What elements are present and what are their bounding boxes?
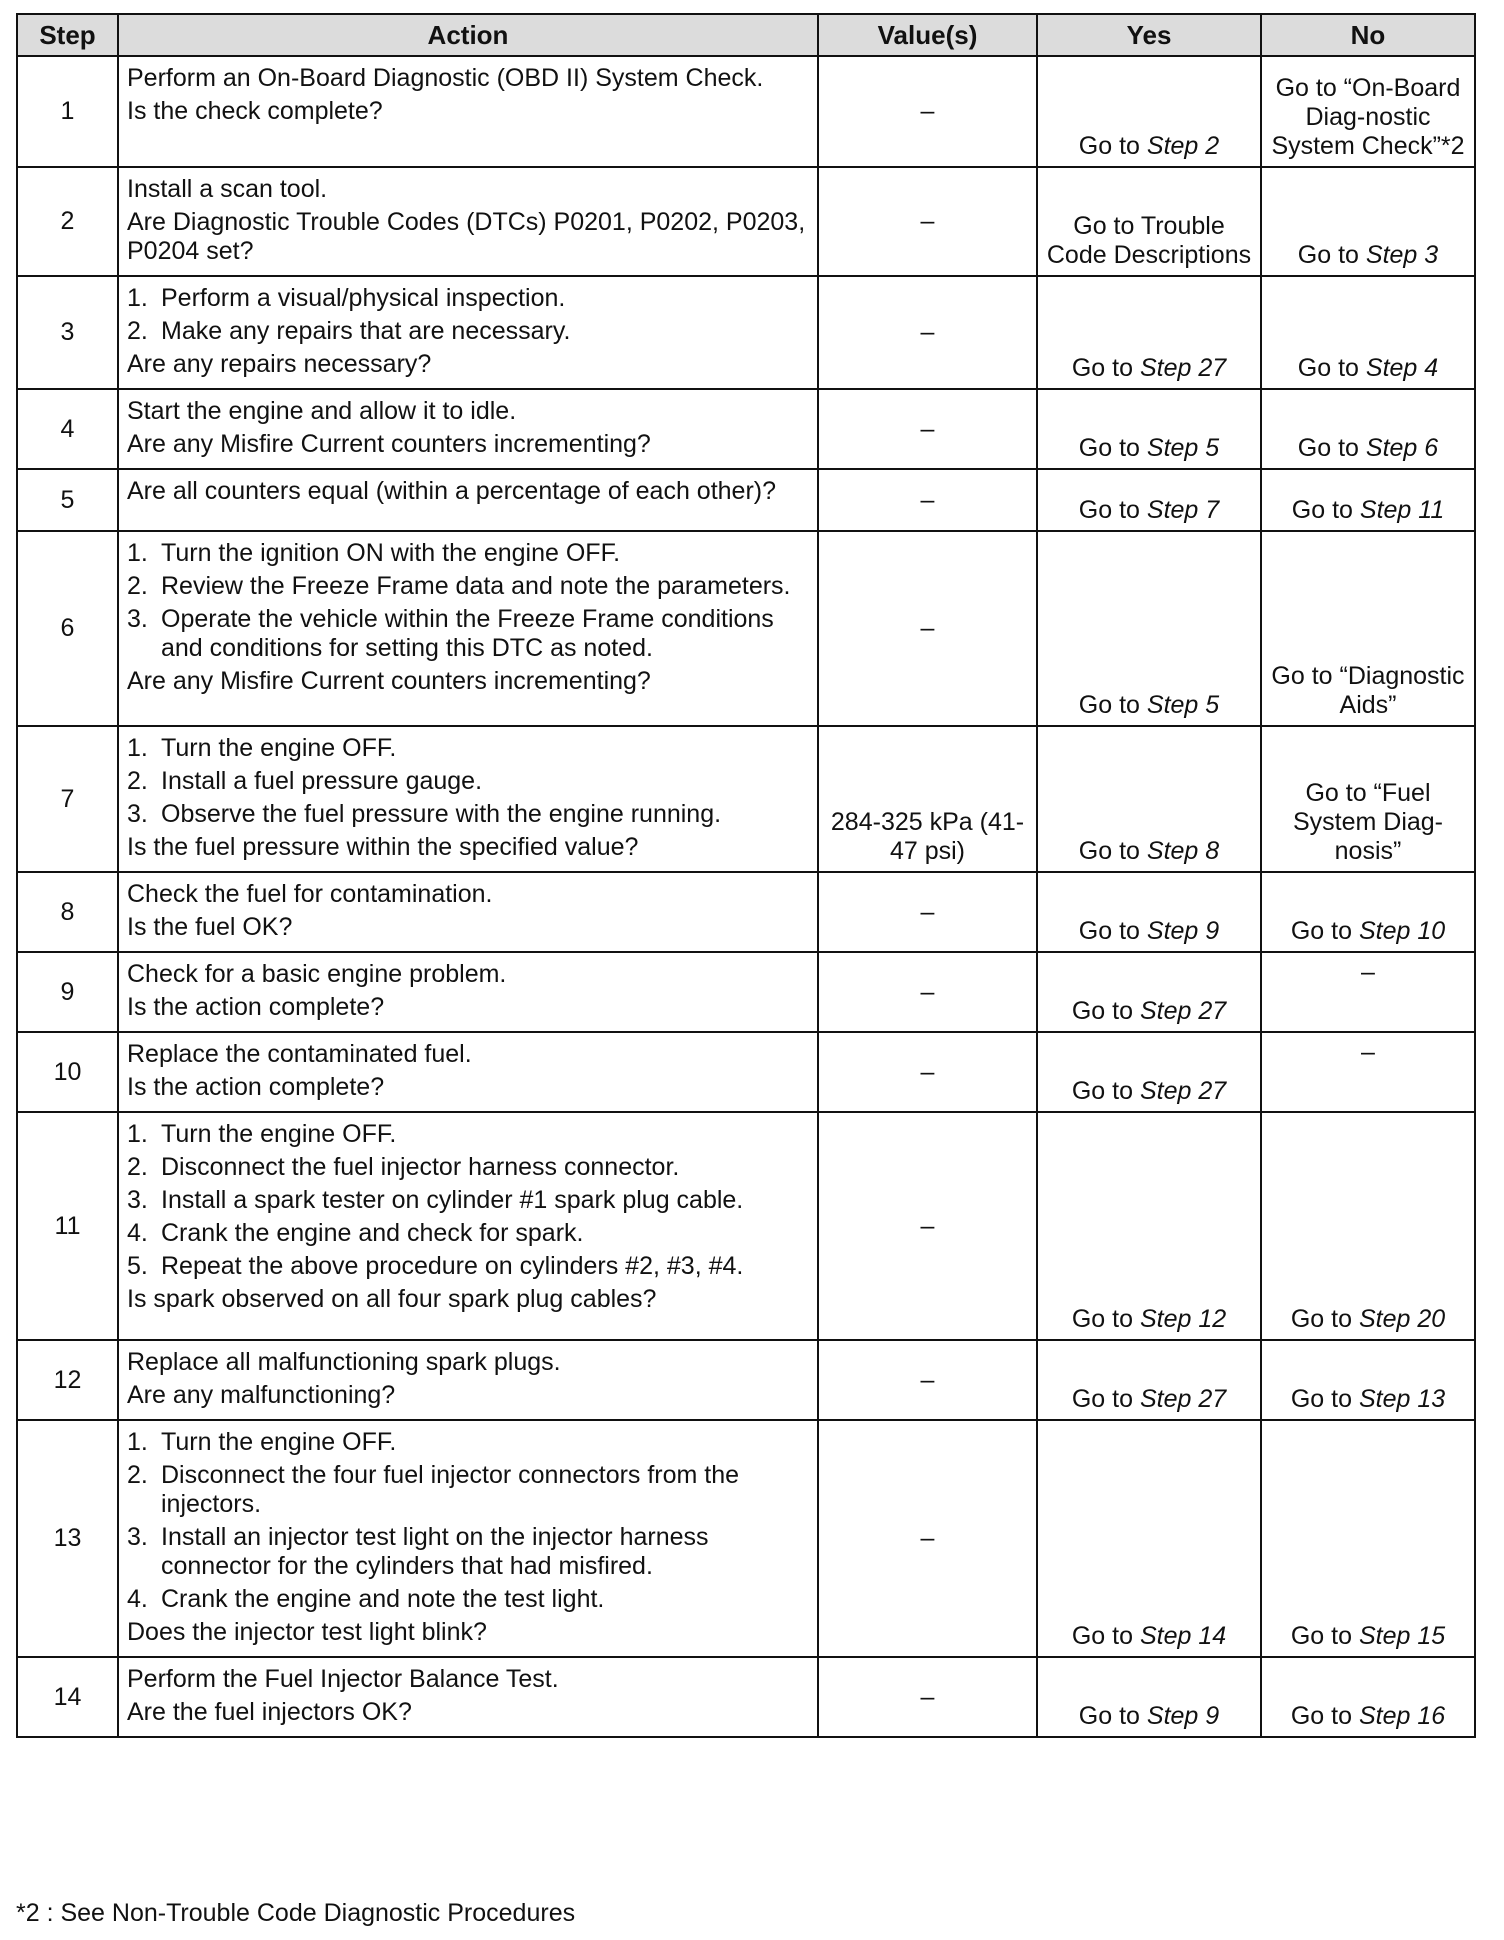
yes-cell xyxy=(1037,469,1261,531)
step-number: 3 xyxy=(17,276,118,389)
action-cell xyxy=(118,872,818,952)
yes-cell xyxy=(1037,726,1261,872)
item-number: 2. xyxy=(127,317,148,345)
value-cell: – xyxy=(818,1340,1037,1420)
action-line: Are any malfunctioning? xyxy=(127,1381,396,1409)
yes-cell xyxy=(1037,1112,1261,1340)
yes-cell xyxy=(1037,1420,1261,1657)
no-cell xyxy=(1261,389,1475,469)
step-number: 14 xyxy=(17,1657,118,1737)
goto-step-ref: Step 14 xyxy=(1139,1622,1227,1650)
action-line: Check the fuel for contamination. xyxy=(127,880,493,908)
table-row xyxy=(17,1032,1475,1112)
action-cell xyxy=(118,531,818,726)
action-line: Is the action complete? xyxy=(127,993,385,1021)
no-cell xyxy=(1261,1420,1475,1657)
action-line: Are all counters equal (within a percentage of each other)? xyxy=(127,477,776,505)
item-text: Disconnect the four fuel injector connectors from the injectors. xyxy=(161,1461,740,1518)
header-yes: Yes xyxy=(1037,14,1261,56)
diagnostic-table xyxy=(16,13,1476,1738)
no-cell xyxy=(1261,167,1475,276)
goto-step-ref: Step 10 xyxy=(1358,917,1446,945)
action-cell xyxy=(118,1420,818,1657)
yes-cell xyxy=(1037,1032,1261,1112)
goto-prefix: Go to xyxy=(1290,917,1352,945)
no-cell xyxy=(1261,276,1475,389)
yes-cell xyxy=(1037,872,1261,952)
action-question: Does the injector test light blink? xyxy=(127,1618,487,1646)
table-header-row xyxy=(17,14,1475,56)
goto-step-ref: Step 27 xyxy=(1139,354,1227,382)
goto-prefix: Go to xyxy=(1290,1702,1352,1730)
item-number: 2. xyxy=(127,1153,148,1181)
goto-step-ref: Step 20 xyxy=(1358,1305,1446,1333)
table-row xyxy=(17,952,1475,1032)
item-number: 3. xyxy=(127,1523,148,1551)
step-number: 5 xyxy=(17,469,118,531)
table-row xyxy=(17,1340,1475,1420)
item-text: Make any repairs that are necessary. xyxy=(161,317,571,345)
item-number: 4. xyxy=(127,1219,148,1247)
action-step-item xyxy=(127,1219,809,1248)
goto-step-ref: Step 9 xyxy=(1146,917,1220,945)
item-text: Turn the ignition ON with the engine OFF. xyxy=(161,539,621,567)
action-step-item xyxy=(127,572,809,601)
action-line: Check for a basic engine problem. xyxy=(127,960,507,988)
item-text: Crank the engine and note the test light. xyxy=(161,1585,605,1613)
goto-prefix: Go to xyxy=(1297,434,1359,462)
goto-prefix: Go to xyxy=(1297,354,1359,382)
action-line: Start the engine and allow it to idle. xyxy=(127,397,517,425)
footnote: *2 : See Non-Trouble Code Diagnostic Procedures xyxy=(16,1899,576,1927)
value-cell: – xyxy=(818,276,1037,389)
action-cell xyxy=(118,1657,818,1737)
step-number: 12 xyxy=(17,1340,118,1420)
value-cell: 284-325 kPa (41-47 psi) xyxy=(818,726,1037,872)
action-line: Is the check complete? xyxy=(127,97,383,125)
table-row xyxy=(17,167,1475,276)
header-action: Action xyxy=(118,14,818,56)
table-row xyxy=(17,1657,1475,1737)
item-text: Install a fuel pressure gauge. xyxy=(161,767,483,795)
action-line: Are any Misfire Current counters incrementing? xyxy=(127,430,651,458)
action-step-item xyxy=(127,1186,809,1215)
item-text: Install an injector test light on the injector harness connector for the cylinders that had misfired. xyxy=(161,1523,709,1580)
goto-prefix: Go to xyxy=(1078,132,1140,160)
action-step-item xyxy=(127,284,809,313)
action-cell xyxy=(118,167,818,276)
action-step-item xyxy=(127,1585,809,1614)
item-number: 2. xyxy=(127,1461,148,1489)
step-number: 1 xyxy=(17,56,118,167)
goto-step-ref: Step 27 xyxy=(1139,997,1227,1025)
action-line: Perform the Fuel Injector Balance Test. xyxy=(127,1665,559,1693)
goto-prefix: Go to xyxy=(1071,997,1133,1025)
step-number: 4 xyxy=(17,389,118,469)
item-number: 1. xyxy=(127,539,148,567)
no-cell: – xyxy=(1261,952,1475,1032)
item-text: Perform a visual/physical inspection. xyxy=(161,284,566,312)
item-number: 1. xyxy=(127,1120,148,1148)
no-cell xyxy=(1261,469,1475,531)
goto-step-ref: Step 2 xyxy=(1146,132,1220,160)
value-cell: – xyxy=(818,1420,1037,1657)
action-question: Are any repairs necessary? xyxy=(127,350,432,378)
action-cell xyxy=(118,56,818,167)
value-cell: – xyxy=(818,56,1037,167)
action-step-item xyxy=(127,1523,809,1581)
item-text: Operate the vehicle within the Freeze Frame conditions and conditions for setting this DTC as noted. xyxy=(161,605,774,662)
action-cell xyxy=(118,389,818,469)
goto-prefix: Go to xyxy=(1071,1305,1133,1333)
item-text: Repeat the above procedure on cylinders #2, #3, #4. xyxy=(161,1252,744,1280)
action-line: Install a scan tool. xyxy=(127,175,328,203)
item-number: 2. xyxy=(127,572,148,600)
value-cell: – xyxy=(818,389,1037,469)
no-cell: – xyxy=(1261,1032,1475,1112)
table-row xyxy=(17,276,1475,389)
no-cell xyxy=(1261,1340,1475,1420)
item-number: 3. xyxy=(127,605,148,633)
action-step-item xyxy=(127,1120,809,1149)
goto-step-ref: Step 15 xyxy=(1358,1622,1446,1650)
action-step-item xyxy=(127,734,809,763)
yes-cell xyxy=(1037,276,1261,389)
action-step-item xyxy=(127,767,809,796)
goto-step-ref: Step 12 xyxy=(1139,1305,1227,1333)
goto-prefix: Go to xyxy=(1291,496,1353,524)
table-row xyxy=(17,1112,1475,1340)
no-cell: Go to “Diagnostic Aids” xyxy=(1261,531,1475,726)
value-cell: – xyxy=(818,872,1037,952)
action-step-item xyxy=(127,539,809,568)
yes-cell xyxy=(1037,167,1261,276)
value-cell: – xyxy=(818,1112,1037,1340)
item-text: Crank the engine and check for spark. xyxy=(161,1219,584,1247)
header-step: Step xyxy=(17,14,118,56)
action-step-item xyxy=(127,1461,809,1519)
goto-prefix: Go to xyxy=(1290,1305,1352,1333)
table-row xyxy=(17,56,1475,167)
goto-step-ref: Step 13 xyxy=(1358,1385,1446,1413)
goto-prefix: Go to xyxy=(1071,1385,1133,1413)
item-number: 3. xyxy=(127,800,148,828)
goto-prefix: Go to xyxy=(1290,1385,1352,1413)
goto-prefix: Go to xyxy=(1078,496,1140,524)
yes-cell xyxy=(1037,952,1261,1032)
goto-step-ref: Step 11 xyxy=(1359,496,1445,524)
yes-cell xyxy=(1037,1657,1261,1737)
action-cell xyxy=(118,952,818,1032)
action-question: Is the fuel pressure within the specified value? xyxy=(127,833,639,861)
action-line: Are the fuel injectors OK? xyxy=(127,1698,412,1726)
step-number: 9 xyxy=(17,952,118,1032)
step-number: 11 xyxy=(17,1112,118,1340)
item-number: 3. xyxy=(127,1186,148,1214)
action-question: Are any Misfire Current counters incrementing? xyxy=(127,667,651,695)
goto-step-ref: Step 3 xyxy=(1365,241,1439,269)
item-text: Observe the fuel pressure with the engine running. xyxy=(161,800,722,828)
goto-prefix: Go to xyxy=(1071,1622,1133,1650)
header-values: Value(s) xyxy=(818,14,1037,56)
table-body xyxy=(17,56,1475,1737)
action-line: Perform an On-Board Diagnostic (OBD II) System Check. xyxy=(127,64,764,92)
action-cell xyxy=(118,469,818,531)
goto-prefix: Go to xyxy=(1071,1077,1133,1105)
goto-prefix: Go to xyxy=(1078,917,1140,945)
no-cell xyxy=(1261,1657,1475,1737)
no-cell: Go to “On-Board Diag-nostic System Check”*2 xyxy=(1261,56,1475,167)
item-text: Turn the engine OFF. xyxy=(161,734,397,762)
table-row xyxy=(17,389,1475,469)
value-cell: – xyxy=(818,531,1037,726)
yes-cell xyxy=(1037,1340,1261,1420)
goto-prefix: Go to xyxy=(1078,434,1140,462)
action-step-item xyxy=(127,317,809,346)
table-row xyxy=(17,726,1475,872)
action-cell xyxy=(118,1112,818,1340)
value-cell: – xyxy=(818,1032,1037,1112)
item-number: 2. xyxy=(127,767,148,795)
goto-step-ref: Step 16 xyxy=(1358,1702,1446,1730)
item-number: 4. xyxy=(127,1585,148,1613)
action-line: Is the fuel OK? xyxy=(127,913,293,941)
action-cell xyxy=(118,276,818,389)
action-step-item xyxy=(127,800,809,829)
goto-prefix: Go to xyxy=(1297,241,1359,269)
item-text: Disconnect the fuel injector harness connector. xyxy=(161,1153,680,1181)
no-cell xyxy=(1261,1112,1475,1340)
action-step-item xyxy=(127,605,809,663)
item-number: 1. xyxy=(127,734,148,762)
action-cell xyxy=(118,726,818,872)
value-cell: – xyxy=(818,167,1037,276)
value-cell: – xyxy=(818,952,1037,1032)
action-question: Is spark observed on all four spark plug cables? xyxy=(127,1285,657,1313)
goto-step-ref: Step 8 xyxy=(1146,837,1220,865)
goto-step-ref: Step 4 xyxy=(1365,354,1439,382)
header-no: No xyxy=(1261,14,1475,56)
table-row xyxy=(17,469,1475,531)
step-number: 7 xyxy=(17,726,118,872)
goto-step-ref: Step 6 xyxy=(1365,434,1439,462)
goto-step-ref: Step 9 xyxy=(1146,1702,1220,1730)
action-cell xyxy=(118,1032,818,1112)
action-step-item xyxy=(127,1252,809,1281)
goto-prefix: Go to xyxy=(1078,1702,1140,1730)
goto-step-ref: Step 5 xyxy=(1146,691,1220,719)
value-cell: – xyxy=(818,469,1037,531)
action-cell xyxy=(118,1340,818,1420)
yes-cell xyxy=(1037,531,1261,726)
goto-prefix: Go to xyxy=(1071,354,1133,382)
action-step-item xyxy=(127,1153,809,1182)
step-number: 8 xyxy=(17,872,118,952)
goto-step-ref: Step 27 xyxy=(1139,1077,1227,1105)
step-number: 6 xyxy=(17,531,118,726)
item-text: Review the Freeze Frame data and note the parameters. xyxy=(161,572,791,600)
action-line: Replace the contaminated fuel. xyxy=(127,1040,472,1068)
step-number: 2 xyxy=(17,167,118,276)
action-step-item xyxy=(127,1428,809,1457)
goto-prefix: Go to xyxy=(1078,691,1140,719)
table-row xyxy=(17,531,1475,726)
goto-step-ref: Step 7 xyxy=(1146,496,1220,524)
table-row xyxy=(17,872,1475,952)
goto-step-ref: Step 5 xyxy=(1146,434,1220,462)
item-number: 1. xyxy=(127,284,148,312)
goto-prefix: Go to xyxy=(1078,837,1140,865)
action-line: Replace all malfunctioning spark plugs. xyxy=(127,1348,561,1376)
table-row xyxy=(17,1420,1475,1657)
item-number: 5. xyxy=(127,1252,148,1280)
action-line: Are Diagnostic Trouble Codes (DTCs) P0201, P0202, P0203, P0204 set? xyxy=(127,208,806,265)
goto-step-ref: Step 27 xyxy=(1139,1385,1227,1413)
goto-prefix: Go to xyxy=(1290,1622,1352,1650)
item-number: 1. xyxy=(127,1428,148,1456)
action-line: Is the action complete? xyxy=(127,1073,385,1101)
item-text: Turn the engine OFF. xyxy=(161,1120,397,1148)
item-text: Install a spark tester on cylinder #1 spark plug cable. xyxy=(161,1186,744,1214)
step-number: 10 xyxy=(17,1032,118,1112)
yes-cell xyxy=(1037,389,1261,469)
goto-prefix: Go to Trouble Code Descriptions xyxy=(1046,212,1252,269)
value-cell: – xyxy=(818,1657,1037,1737)
step-number: 13 xyxy=(17,1420,118,1657)
no-cell: Go to “Fuel System Diag-nosis” xyxy=(1261,726,1475,872)
yes-cell xyxy=(1037,56,1261,167)
item-text: Turn the engine OFF. xyxy=(161,1428,397,1456)
no-cell xyxy=(1261,872,1475,952)
